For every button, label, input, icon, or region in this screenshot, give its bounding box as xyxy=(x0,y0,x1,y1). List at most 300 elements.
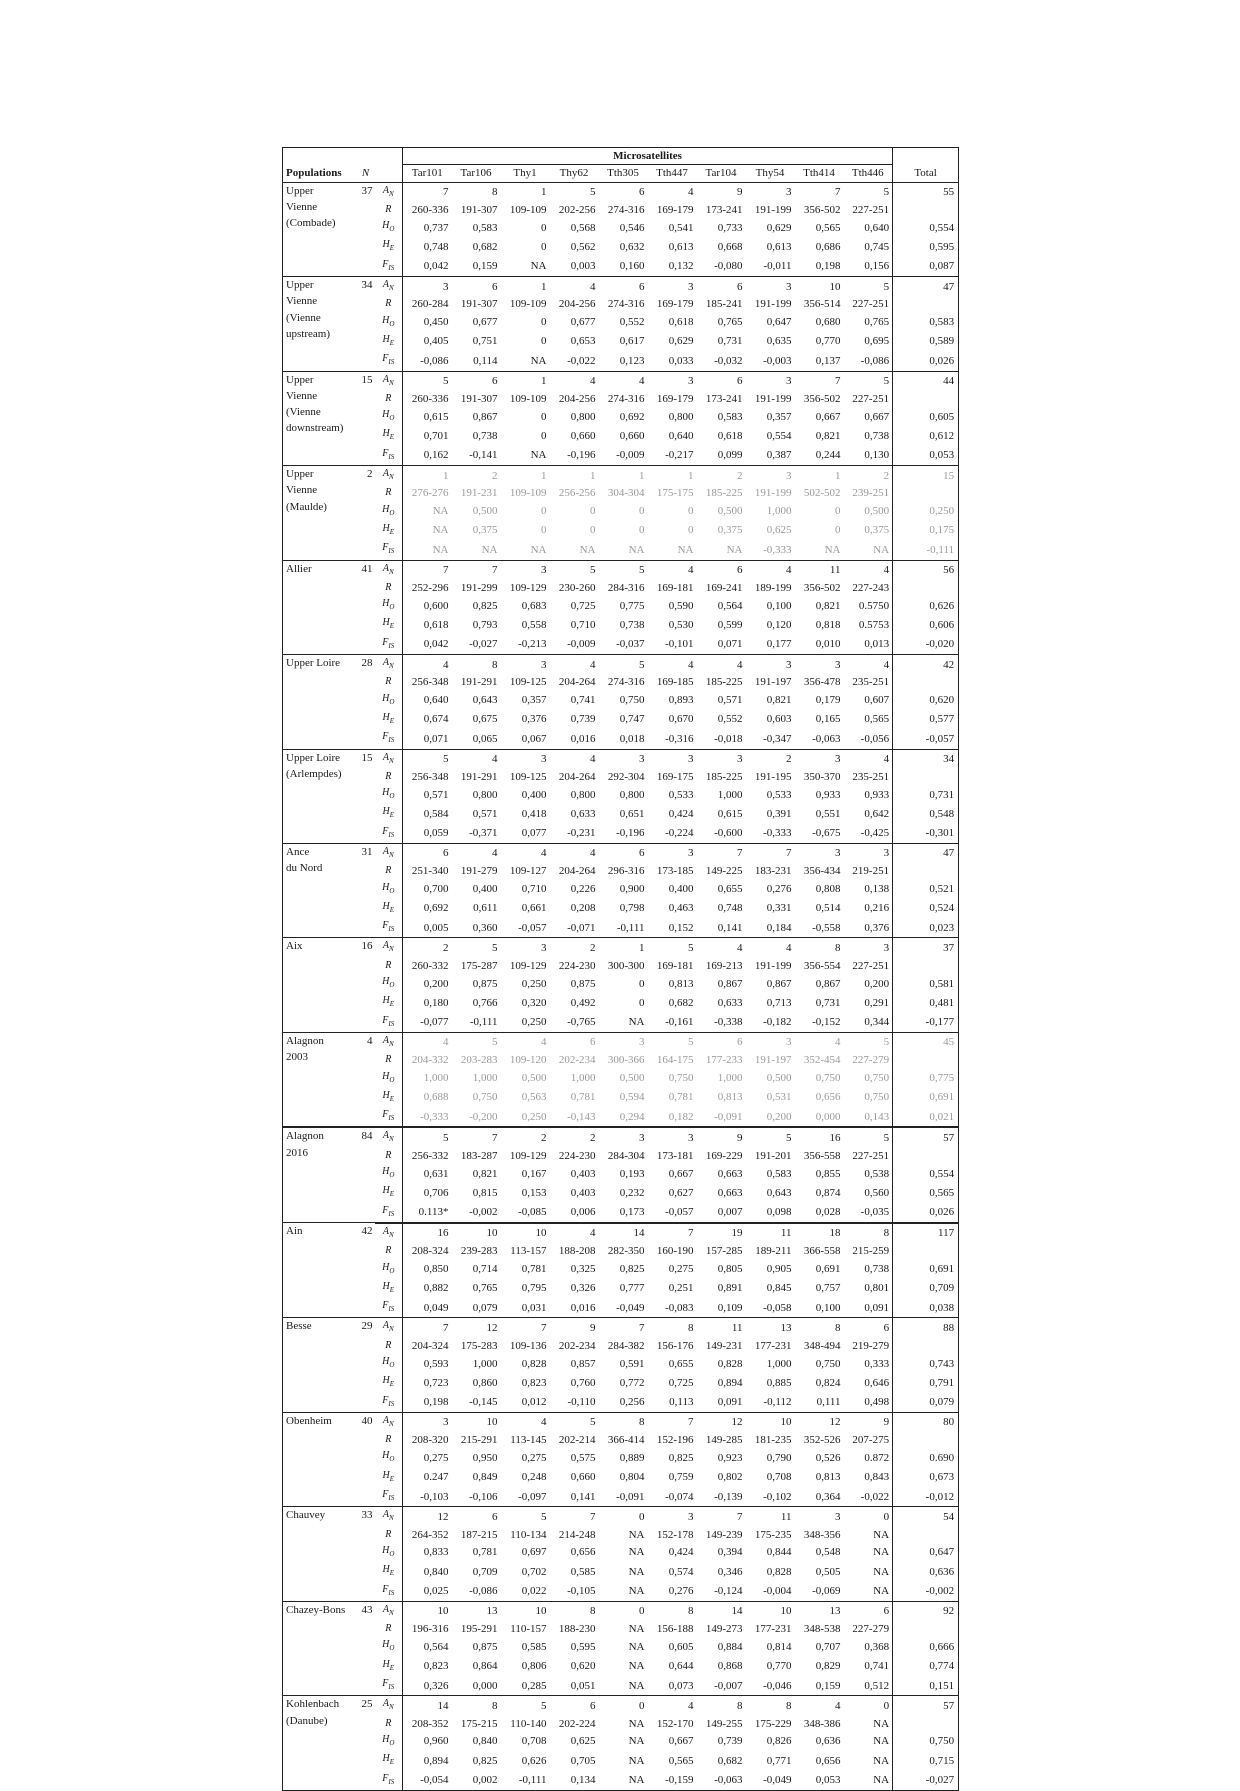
value-cell: NA xyxy=(628,1735,645,1748)
total-cell: 0,691 xyxy=(893,1260,959,1279)
value-cell: 0,813 xyxy=(668,977,694,990)
group-header: Microsatellites xyxy=(403,148,893,165)
value-cell: 12 xyxy=(452,1318,501,1338)
population-name-line: 2003 xyxy=(286,1051,308,1064)
table-row xyxy=(283,1412,959,1432)
value-cell: 0,802 xyxy=(717,1471,743,1484)
table-row xyxy=(283,521,959,540)
value-cell: 0,824 xyxy=(815,1376,841,1389)
value-cell: NA xyxy=(677,543,694,556)
table-row xyxy=(283,1279,959,1298)
value-cell: 0,627 xyxy=(668,1186,694,1199)
value-cell: 169-179 xyxy=(656,203,694,216)
table-row xyxy=(283,674,959,690)
value-cell: 0,750 xyxy=(472,1091,498,1104)
value-cell: 0,368 xyxy=(864,1640,890,1653)
value-cell: 0,585 xyxy=(570,1565,596,1578)
stat-label: R xyxy=(375,202,403,218)
value-cell: -0,085 xyxy=(501,1203,550,1223)
stat-label: $F_{IS}$ xyxy=(375,918,403,938)
value-cell: 0,585 xyxy=(521,1640,547,1653)
value-cell: 5 xyxy=(844,182,893,202)
table-row xyxy=(283,1127,959,1147)
value-cell: 0,867 xyxy=(815,977,841,990)
population-name-line: (Combade) xyxy=(286,217,336,230)
value-cell: 0,583 xyxy=(472,221,498,234)
stat-label: $H_O$ xyxy=(375,691,403,710)
value-cell: 1,000 xyxy=(570,1072,596,1085)
value-cell: 0,603 xyxy=(766,713,792,726)
locus-header: Tth447 xyxy=(656,167,688,180)
value-cell: 109-127 xyxy=(509,865,547,878)
value-cell: 191-199 xyxy=(754,487,792,500)
value-cell: 3 xyxy=(648,1127,697,1147)
value-cell: 0,165 xyxy=(815,713,841,726)
stat-label: $H_E$ xyxy=(375,1373,403,1392)
value-cell: 0,663 xyxy=(717,1167,743,1180)
value-cell: -0,112 xyxy=(763,1396,792,1409)
value-cell: 0 xyxy=(541,221,547,234)
value-cell: 0,400 xyxy=(472,883,498,896)
table-row xyxy=(283,1676,959,1696)
value-cell: 4 xyxy=(697,655,746,675)
value-cell: 149-225 xyxy=(705,865,743,878)
stat-label: $F_{IS}$ xyxy=(375,540,403,560)
table-row xyxy=(283,729,959,749)
value-cell: 0,153 xyxy=(521,1186,547,1199)
table-row xyxy=(283,391,959,407)
stat-label: $F_{IS}$ xyxy=(375,1487,403,1507)
value-cell: 0,775 xyxy=(619,599,645,612)
stat-label: $A_N$ xyxy=(375,1223,403,1243)
value-cell: 169-185 xyxy=(656,676,694,689)
sample-size: 15 xyxy=(357,371,375,465)
value-cell: 0,825 xyxy=(472,1754,498,1767)
value-cell: 0,291 xyxy=(864,996,890,1009)
value-cell: 1 xyxy=(599,938,648,958)
total-cell xyxy=(893,1148,959,1164)
value-cell: -0,086 xyxy=(860,354,890,367)
value-cell: 0,405 xyxy=(423,335,449,348)
population-name-line: Ain xyxy=(286,1225,303,1238)
value-cell: 0,344 xyxy=(864,1016,890,1029)
value-cell: 215-259 xyxy=(852,1245,890,1258)
value-cell: 8 xyxy=(795,938,844,958)
value-cell: 0,613 xyxy=(668,240,694,253)
value-cell: 169-179 xyxy=(656,298,694,311)
total-cell xyxy=(893,485,959,501)
value-cell: 169-213 xyxy=(705,959,743,972)
value-cell: -0,083 xyxy=(665,1301,694,1314)
value-cell: 195-291 xyxy=(460,1623,498,1636)
total-header: Total xyxy=(893,165,959,182)
table-row xyxy=(283,446,959,466)
value-cell: 5 xyxy=(599,655,648,675)
table-row xyxy=(283,749,959,769)
value-cell: 348-494 xyxy=(803,1339,841,1352)
value-cell: 0,232 xyxy=(619,1186,645,1199)
table-row xyxy=(283,1562,959,1581)
population-name-line: downstream) xyxy=(286,422,344,435)
value-cell: 175-235 xyxy=(754,1528,792,1541)
value-cell: 7 xyxy=(501,1318,550,1338)
value-cell: 366-414 xyxy=(607,1434,645,1447)
value-cell: 0,702 xyxy=(521,1565,547,1578)
value-cell: 0 xyxy=(590,524,596,537)
value-cell: 7 xyxy=(599,1318,648,1338)
value-cell: 18 xyxy=(795,1223,844,1243)
value-cell: 3 xyxy=(648,843,697,863)
value-cell: 0,546 xyxy=(619,221,645,234)
stat-label: $H_O$ xyxy=(375,502,403,521)
table-body xyxy=(283,182,959,1790)
value-cell: 1 xyxy=(501,182,550,202)
value-cell: 109-125 xyxy=(509,676,547,689)
value-cell: 0,091 xyxy=(864,1301,890,1314)
value-cell: NA xyxy=(530,260,547,273)
value-cell: 239-283 xyxy=(460,1245,498,1258)
value-cell: 0,077 xyxy=(521,827,547,840)
value-cell: 0,593 xyxy=(423,1357,449,1370)
table-row xyxy=(283,313,959,332)
value-cell: 0,562 xyxy=(570,240,596,253)
value-cell: 3 xyxy=(648,371,697,391)
population-name xyxy=(283,277,357,371)
table-row xyxy=(283,1487,959,1507)
value-cell: -0,141 xyxy=(469,449,498,462)
table-row xyxy=(283,1601,959,1621)
value-cell: 191-291 xyxy=(460,770,498,783)
value-cell: 175-175 xyxy=(656,487,694,500)
value-cell: 0,042 xyxy=(423,638,449,651)
value-cell: 0,739 xyxy=(570,713,596,726)
value-cell: 0,747 xyxy=(619,713,645,726)
value-cell: 0,845 xyxy=(766,1282,792,1295)
value-cell: 2 xyxy=(844,466,893,486)
total-cell: 0,151 xyxy=(893,1676,959,1696)
value-cell: 0,591 xyxy=(619,1357,645,1370)
stat-label: R xyxy=(375,674,403,690)
value-cell: -0,009 xyxy=(567,638,596,651)
sample-size: 25 xyxy=(357,1696,375,1790)
value-cell: 0,558 xyxy=(521,618,547,631)
value-cell: 7 xyxy=(550,1507,599,1527)
locus-header: Tar106 xyxy=(460,167,492,180)
value-cell: 274-316 xyxy=(607,676,645,689)
value-cell: 14 xyxy=(599,1223,648,1243)
value-cell: 19 xyxy=(697,1223,746,1243)
total-cell: 44 xyxy=(893,371,959,391)
value-cell: 4 xyxy=(648,560,697,580)
value-cell: 274-316 xyxy=(607,392,645,405)
value-cell: -0,037 xyxy=(616,638,645,651)
value-cell: 1 xyxy=(648,466,697,486)
value-cell: 0,682 xyxy=(472,240,498,253)
value-cell: NA xyxy=(824,543,841,556)
value-cell: 181-235 xyxy=(754,1434,792,1447)
value-cell: 8 xyxy=(452,1696,501,1716)
value-cell: -0,035 xyxy=(844,1203,893,1223)
value-cell: 191-199 xyxy=(754,392,792,405)
value-cell: 0,013 xyxy=(864,638,890,651)
value-cell: 0,498 xyxy=(864,1396,890,1409)
value-cell: 260-332 xyxy=(411,959,449,972)
value-cell: 0 xyxy=(590,505,596,518)
stat-label: $H_O$ xyxy=(375,1164,403,1183)
value-cell: 0,750 xyxy=(864,1091,890,1104)
value-cell: 0,697 xyxy=(521,1546,547,1559)
table-row xyxy=(283,1582,959,1602)
value-cell: 4 xyxy=(501,1412,550,1432)
value-cell: 0,120 xyxy=(766,618,792,631)
value-cell: 2 xyxy=(403,938,452,958)
value-cell: 191-197 xyxy=(754,1054,792,1067)
value-cell: -0,074 xyxy=(665,1490,694,1503)
value-cell: 0 xyxy=(639,977,645,990)
value-cell: 0 xyxy=(688,524,694,537)
value-cell: -0,069 xyxy=(812,1585,841,1598)
value-cell: 0,067 xyxy=(521,732,547,745)
value-cell: 0,636 xyxy=(815,1735,841,1748)
value-cell: 0,251 xyxy=(668,1282,694,1295)
stat-label: $H_O$ xyxy=(375,313,403,332)
population-name-line: Alagnon xyxy=(286,1034,324,1047)
value-cell: 189-211 xyxy=(755,1245,792,1258)
value-cell: 10 xyxy=(795,277,844,297)
value-cell: -0,049 xyxy=(616,1301,645,1314)
value-cell: 0,018 xyxy=(619,732,645,745)
value-cell: 0,960 xyxy=(423,1735,449,1748)
value-cell: 0,618 xyxy=(668,316,694,329)
value-cell: 3 xyxy=(501,749,550,769)
population-name-line: Vienne xyxy=(286,389,318,402)
value-cell: 169-181 xyxy=(656,959,694,972)
value-cell: 7 xyxy=(795,182,844,202)
value-cell: -0,103 xyxy=(420,1490,449,1503)
population-name-line: Upper xyxy=(286,184,314,197)
table-row xyxy=(283,1052,959,1068)
value-cell: 0,891 xyxy=(717,1282,743,1295)
value-cell: -0,196 xyxy=(567,449,596,462)
table-row xyxy=(283,1771,959,1791)
population-name-line: Vienne xyxy=(286,295,318,308)
value-cell: 0,500 xyxy=(717,505,743,518)
value-cell: 4 xyxy=(550,655,599,675)
stat-label: R xyxy=(375,485,403,501)
value-cell: 0,905 xyxy=(766,1263,792,1276)
stat-label: $H_O$ xyxy=(375,1354,403,1373)
value-cell: 0,159 xyxy=(472,260,498,273)
total-cell: 0,554 xyxy=(893,1164,959,1183)
total-cell: 0,038 xyxy=(893,1298,959,1318)
value-cell: 11 xyxy=(746,1223,795,1243)
value-cell: 0,320 xyxy=(521,996,547,1009)
value-cell: 0,867 xyxy=(766,977,792,990)
value-cell: -0,080 xyxy=(714,260,743,273)
table-row xyxy=(283,1318,959,1338)
stat-label: $H_E$ xyxy=(375,1088,403,1107)
value-cell: 0,833 xyxy=(423,1546,449,1559)
locus-header: Tar104 xyxy=(705,167,737,180)
value-cell: 300-366 xyxy=(607,1054,645,1067)
stat-label: $A_N$ xyxy=(375,1127,403,1147)
value-cell: 0,006 xyxy=(550,1203,599,1223)
value-cell: 0 xyxy=(639,996,645,1009)
value-cell: 0,275 xyxy=(521,1451,547,1464)
table-row xyxy=(283,1373,959,1392)
value-cell: 0,333 xyxy=(864,1357,890,1370)
stat-label: $H_O$ xyxy=(375,1637,403,1656)
value-cell: -0,333 xyxy=(420,1110,449,1123)
value-cell: 0 xyxy=(639,505,645,518)
value-cell: 224-230 xyxy=(558,1149,596,1162)
value-cell: 10 xyxy=(403,1601,452,1621)
value-cell: 156-188 xyxy=(656,1623,694,1636)
value-cell: 0,682 xyxy=(668,996,694,1009)
total-cell: 0,750 xyxy=(893,1732,959,1751)
value-cell: 0,552 xyxy=(717,713,743,726)
value-cell: 0,739 xyxy=(717,1735,743,1748)
value-cell: 0,660 xyxy=(570,1471,596,1484)
stat-label: R xyxy=(375,1338,403,1354)
value-cell: 1 xyxy=(501,277,550,297)
value-cell: 185-241 xyxy=(705,298,743,311)
table-row xyxy=(283,351,959,371)
value-cell: 9 xyxy=(697,182,746,202)
value-cell: 0,184 xyxy=(766,921,792,934)
value-cell: 0,617 xyxy=(619,335,645,348)
value-cell: 0,180 xyxy=(423,996,449,1009)
value-cell: -0,600 xyxy=(714,827,743,840)
value-cell: 5 xyxy=(452,938,501,958)
population-name-line: Vienne xyxy=(286,484,318,497)
value-cell: 3 xyxy=(648,1507,697,1527)
value-cell: 13 xyxy=(795,1601,844,1621)
value-cell: 215-291 xyxy=(460,1434,498,1447)
value-cell: 0.247 xyxy=(423,1471,449,1484)
stat-label: $H_E$ xyxy=(375,993,403,1012)
value-cell: -0,111 xyxy=(518,1774,547,1787)
stat-label: $H_E$ xyxy=(375,1562,403,1581)
value-cell: 1,000 xyxy=(472,1072,498,1085)
value-cell: NA xyxy=(628,1623,645,1636)
table-row xyxy=(283,371,959,391)
value-cell: 3 xyxy=(746,655,795,675)
value-cell: 7 xyxy=(746,843,795,863)
value-cell: 0,800 xyxy=(472,788,498,801)
stat-label: $H_O$ xyxy=(375,407,403,426)
value-cell: 0,250 xyxy=(521,1016,547,1029)
value-cell: 348-538 xyxy=(803,1623,841,1636)
total-cell: 0,620 xyxy=(893,691,959,710)
value-cell: 9 xyxy=(697,1127,746,1147)
value-cell: 113-145 xyxy=(510,1434,547,1447)
value-cell: 1 xyxy=(501,466,550,486)
total-cell: 0,565 xyxy=(893,1183,959,1202)
value-cell: 0,526 xyxy=(815,1451,841,1464)
value-cell: 109-129 xyxy=(509,581,547,594)
value-cell: 3 xyxy=(599,749,648,769)
value-cell: 0,375 xyxy=(717,524,743,537)
value-cell: 207-275 xyxy=(852,1434,890,1447)
value-cell: 0,781 xyxy=(472,1546,498,1559)
value-cell: 0,531 xyxy=(766,1091,792,1104)
value-cell: 0,109 xyxy=(717,1301,743,1314)
value-cell: 6 xyxy=(697,1032,746,1052)
population-name xyxy=(283,371,357,465)
value-cell: 0,806 xyxy=(521,1660,547,1673)
value-cell: 2 xyxy=(550,1127,599,1147)
value-cell: -0,145 xyxy=(469,1396,498,1409)
value-cell: 0,200 xyxy=(864,977,890,990)
value-cell: 227-279 xyxy=(852,1054,890,1067)
stat-label: $A_N$ xyxy=(375,655,403,675)
value-cell: 110-134 xyxy=(510,1528,547,1541)
total-cell: 0,791 xyxy=(893,1373,959,1392)
value-cell: 0,250 xyxy=(521,1110,547,1123)
value-cell: 0,800 xyxy=(570,410,596,423)
value-cell: 5 xyxy=(746,1127,795,1147)
stat-label: $F_{IS}$ xyxy=(375,257,403,277)
value-cell: 0,864 xyxy=(472,1660,498,1673)
value-cell: 0,583 xyxy=(717,410,743,423)
stat-label: $A_N$ xyxy=(375,1507,403,1527)
stat-label: R xyxy=(375,1243,403,1259)
value-cell: 6 xyxy=(403,843,452,863)
value-cell: 0,584 xyxy=(423,807,449,820)
value-cell: 0,800 xyxy=(619,788,645,801)
value-cell: 191-201 xyxy=(754,1149,792,1162)
stat-label: R xyxy=(375,580,403,596)
value-cell: 227-251 xyxy=(852,298,890,311)
stat-label: R xyxy=(375,1052,403,1068)
value-cell: 160-190 xyxy=(656,1245,694,1258)
value-cell: -0,009 xyxy=(616,449,645,462)
value-cell: 0,631 xyxy=(423,1167,449,1180)
value-cell: 185-225 xyxy=(705,676,743,689)
sample-size: 4 xyxy=(357,1032,375,1127)
locus-header: Thy54 xyxy=(755,167,785,180)
value-cell: 284-316 xyxy=(607,581,645,594)
value-cell: 282-350 xyxy=(607,1245,645,1258)
population-name xyxy=(283,749,357,843)
value-cell: 0,065 xyxy=(472,732,498,745)
value-cell: 0,867 xyxy=(472,410,498,423)
value-cell: 0,275 xyxy=(423,1451,449,1464)
population-name xyxy=(283,1507,357,1601)
stat-label: R xyxy=(375,863,403,879)
value-cell: 191-291 xyxy=(460,676,498,689)
value-cell: 0,825 xyxy=(619,1263,645,1276)
value-cell: 7 xyxy=(452,1127,501,1147)
total-cell: 34 xyxy=(893,749,959,769)
value-cell: 0,705 xyxy=(570,1754,596,1767)
value-cell: 356-478 xyxy=(803,676,841,689)
value-cell: 0,893 xyxy=(668,694,694,707)
value-cell: 5 xyxy=(844,1127,893,1147)
value-cell: 0,565 xyxy=(815,221,841,234)
stat-label: R xyxy=(375,296,403,312)
value-cell: 0,805 xyxy=(717,1263,743,1276)
value-cell: 0,595 xyxy=(570,1640,596,1653)
value-cell: 7 xyxy=(403,560,452,580)
value-cell: 0,574 xyxy=(668,1565,694,1578)
population-name xyxy=(283,1318,357,1412)
total-cell: 57 xyxy=(893,1127,959,1147)
stat-label: $F_{IS}$ xyxy=(375,1393,403,1413)
stat-label: $A_N$ xyxy=(375,749,403,769)
value-cell: 0,583 xyxy=(766,1167,792,1180)
